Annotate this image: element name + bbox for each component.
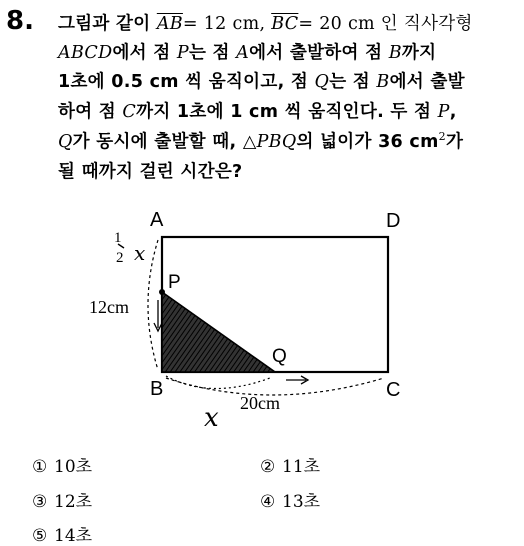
superscript: 2: [438, 130, 446, 144]
question-line-1: [58, 10, 518, 35]
choice-text: 10초: [54, 457, 93, 477]
text-run: 까지 1초에 1 cm 씩 움직인다. 두 점: [136, 102, 438, 122]
point-c: C: [122, 102, 137, 122]
label-bottom-length: 20cm: [240, 393, 280, 413]
question-number: 8.: [6, 6, 34, 36]
choice-marker: ③: [32, 492, 48, 512]
point-q: Q: [58, 132, 73, 152]
question-line-4: [58, 98, 518, 123]
text-run: ,: [449, 102, 457, 122]
text-run: = 12 cm,: [182, 14, 272, 34]
label-d: D: [386, 210, 401, 232]
figure-diagram: [80, 200, 420, 435]
choice-3[interactable]: [32, 487, 92, 512]
text-run: 가 동시에 출발할 때, △: [72, 132, 257, 152]
choice-marker: ⑤: [32, 526, 48, 546]
text-run: 의 넓이가 36 cm: [296, 132, 439, 152]
label-var-small: x: [134, 241, 146, 265]
question-line-2: [58, 39, 518, 64]
choice-marker: ②: [260, 457, 276, 477]
choice-1[interactable]: [32, 452, 92, 477]
text-run: 그림과 같이: [58, 14, 157, 34]
point-p-dot: [159, 289, 165, 295]
point-a: A: [236, 43, 250, 63]
label-c: C: [386, 379, 401, 401]
point-p: P: [437, 102, 450, 122]
point-p: P: [176, 43, 189, 63]
segment-ab: $\overline{AB}$: [156, 14, 183, 34]
label-b: B: [150, 378, 164, 400]
text-run: 에서 출발: [389, 72, 465, 92]
triangle-pbq: [162, 292, 275, 372]
point-q: Q: [314, 72, 330, 92]
label-p: P: [168, 272, 181, 293]
choice-text: 12초: [54, 492, 93, 512]
choice-text: 14초: [54, 526, 93, 546]
text-run: 에서 출발하여 점: [249, 43, 389, 63]
label-var-large: x: [204, 403, 219, 433]
choice-4[interactable]: [260, 487, 320, 512]
question-line-6: 될 때까지 걸린 시간은?: [58, 162, 243, 182]
text-run: 하여 점: [58, 102, 123, 122]
choice-text: 13초: [282, 492, 321, 512]
choice-marker: ①: [32, 457, 48, 477]
point-b: B: [388, 43, 402, 63]
label-q: Q: [272, 346, 287, 367]
side-brace: [148, 240, 158, 370]
segment-bc: $\overline{BC}$: [271, 14, 299, 34]
text-run: 1초에 0.5 cm 씩 움직이고, 점: [58, 72, 315, 92]
text-run: 는 점: [188, 43, 237, 63]
choice-2[interactable]: [260, 452, 320, 477]
text-run: 는 점: [329, 72, 377, 92]
triangle-name: PBQ: [256, 132, 297, 152]
point-b: B: [376, 72, 390, 92]
rect-name: ABCD: [58, 43, 113, 63]
fraction-denominator: 2: [116, 250, 124, 266]
bq-brace: [166, 376, 270, 389]
text-run: 까지: [401, 43, 437, 63]
text-run: 에서 점: [112, 43, 177, 63]
question-line-5: [58, 128, 518, 153]
text-run: = 20 cm 인 직사각형: [298, 14, 473, 34]
text-run: 가: [445, 132, 464, 152]
question-line-3: [58, 68, 518, 93]
choice-text: 11초: [282, 457, 321, 477]
choice-marker: ④: [260, 492, 276, 512]
label-side-length: 12cm: [89, 297, 129, 317]
choice-5[interactable]: [32, 521, 92, 546]
label-a: A: [150, 209, 164, 231]
fraction-numerator: 1: [114, 230, 122, 246]
